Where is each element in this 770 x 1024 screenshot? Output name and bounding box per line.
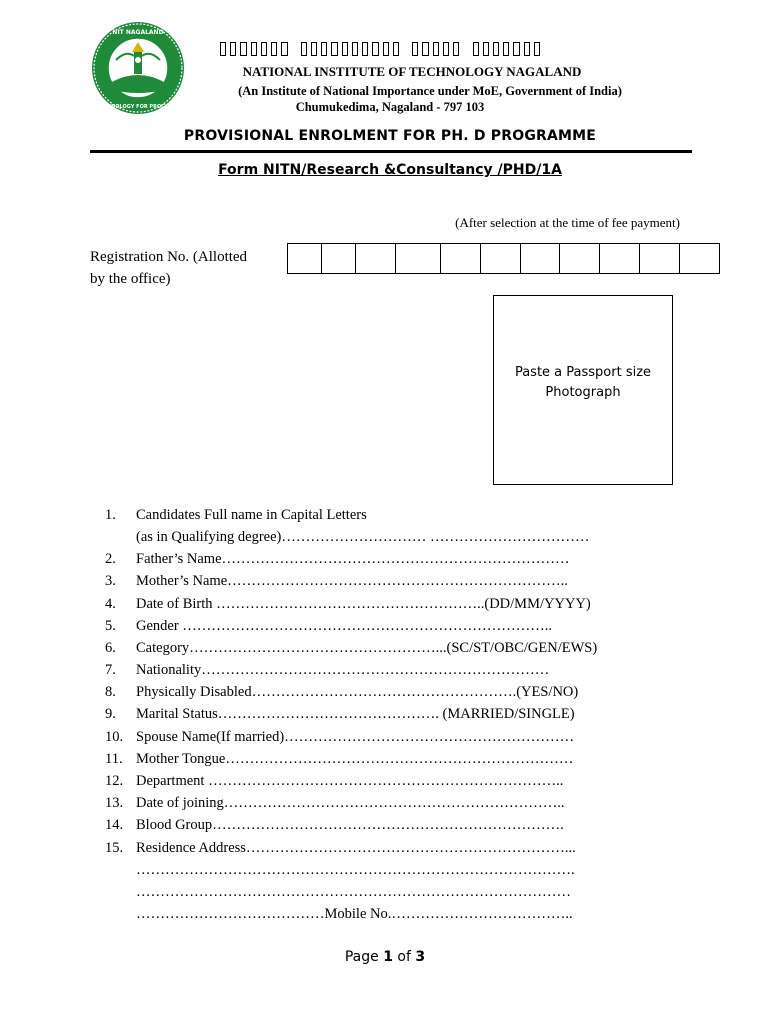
field-label: Date of joining…………………………………………………………….. bbox=[136, 795, 565, 811]
registration-label-line1: Registration No. (Allotted bbox=[90, 249, 248, 265]
title-divider bbox=[90, 150, 692, 153]
field-number: 4. bbox=[105, 596, 116, 612]
field-label: Mother Tongue……………………………………………………………… bbox=[136, 751, 574, 767]
field-number: 10. bbox=[105, 729, 124, 745]
field-number: 1. bbox=[105, 507, 116, 523]
field-label: Category……………………………………………...(SC/ST/OBC/GEN/EWS) bbox=[136, 640, 598, 656]
page-word: Page bbox=[344, 949, 379, 965]
field-label: ………………………………………………………………………………. bbox=[136, 862, 575, 878]
field-number: 3. bbox=[105, 573, 116, 589]
fee-note: (After selection at the time of fee payment) bbox=[455, 215, 680, 230]
field-label: Spouse Name(If married)…………………………………………………… bbox=[136, 729, 575, 745]
registration-digit-box[interactable] bbox=[680, 244, 719, 273]
field-label: Residence Address…………………………………………………………... bbox=[136, 840, 576, 856]
registration-digit-box[interactable] bbox=[288, 244, 322, 273]
institute-logo bbox=[90, 20, 186, 116]
registration-number-boxes[interactable] bbox=[287, 243, 720, 274]
page-number: 1 bbox=[383, 949, 393, 965]
registration-digit-box[interactable] bbox=[356, 244, 396, 273]
field-label: Father’s Name……………………………………………………………… bbox=[136, 551, 570, 567]
registration-label-line2: by the office) bbox=[90, 271, 171, 287]
svg-text:TECHNOLOGY FOR PROGRESS: TECHNOLOGY FOR PROGRESS bbox=[96, 104, 180, 110]
field-label: Department ……………………………………………………………….. bbox=[136, 773, 564, 789]
field-label: Mother’s Name…………………………………………………………….. bbox=[136, 573, 568, 589]
field-label: …………………………………Mobile No.……………………………….. bbox=[136, 906, 573, 922]
field-number: 13. bbox=[105, 795, 124, 811]
field-number: 9. bbox=[105, 706, 116, 722]
field-label: Nationality……………………………………………………………… bbox=[136, 662, 550, 678]
page-total: 3 bbox=[415, 949, 426, 965]
field-label: Candidates Full name in Capital Letters bbox=[136, 507, 367, 523]
institute-address: Chumukedima, Nagaland - 797 103 bbox=[295, 100, 485, 114]
form-code: Form NITN/Research &Consultancy /PHD/1A bbox=[218, 162, 562, 178]
registration-digit-box[interactable] bbox=[322, 244, 356, 273]
registration-label bbox=[90, 246, 280, 290]
registration-digit-box[interactable] bbox=[640, 244, 680, 273]
of-word: of bbox=[397, 949, 411, 965]
passport-photo-box[interactable] bbox=[493, 295, 673, 485]
photo-line2: Photograph bbox=[545, 385, 621, 400]
field-number: 8. bbox=[105, 684, 116, 700]
field-number: 11. bbox=[105, 751, 123, 767]
page-footer bbox=[0, 949, 770, 965]
svg-text:NIT NAGALAND: NIT NAGALAND bbox=[112, 29, 164, 36]
field-number: 6. bbox=[105, 640, 116, 656]
hindi-title bbox=[220, 38, 540, 60]
registration-digit-box[interactable] bbox=[481, 244, 521, 273]
field-label: ……………………………………………………………………………… bbox=[136, 884, 571, 900]
field-number: 7. bbox=[105, 662, 116, 678]
photo-line1: Paste a Passport size bbox=[514, 365, 652, 380]
field-number: 14. bbox=[105, 817, 124, 833]
photo-instructions bbox=[494, 363, 672, 403]
registration-digit-box[interactable] bbox=[441, 244, 481, 273]
field-label: Date of Birth ………………………………………………..(DD/MM/YYYY) bbox=[136, 596, 591, 612]
institute-subtitle: (An Institute of National Importance under MoE, Government of India) bbox=[238, 84, 622, 98]
registration-digit-box[interactable] bbox=[560, 244, 600, 273]
field-number: 2. bbox=[105, 551, 116, 567]
field-label: Marital Status………………………………………. (MARRIED/SINGLE) bbox=[136, 706, 575, 722]
field-number: 15. bbox=[105, 840, 124, 856]
field-label: (as in Qualifying degree)………………………… …………………………… bbox=[136, 529, 590, 545]
registration-digit-box[interactable] bbox=[396, 244, 441, 273]
registration-digit-box[interactable] bbox=[600, 244, 640, 273]
field-number: 12. bbox=[105, 773, 124, 789]
field-label: Blood Group………………………………………………………………. bbox=[136, 817, 564, 833]
field-label: Gender ………………………………………………………………….. bbox=[136, 618, 553, 634]
field-label: Physically Disabled……………………………………………….(YES/NO) bbox=[136, 684, 579, 700]
registration-digit-box[interactable] bbox=[521, 244, 560, 273]
institute-name: NATIONAL INSTITUTE OF TECHNOLOGY NAGALAND bbox=[242, 64, 582, 79]
field-number: 5. bbox=[105, 618, 116, 634]
form-title: PROVISIONAL ENROLMENT FOR PH. D PROGRAMME bbox=[183, 128, 597, 144]
